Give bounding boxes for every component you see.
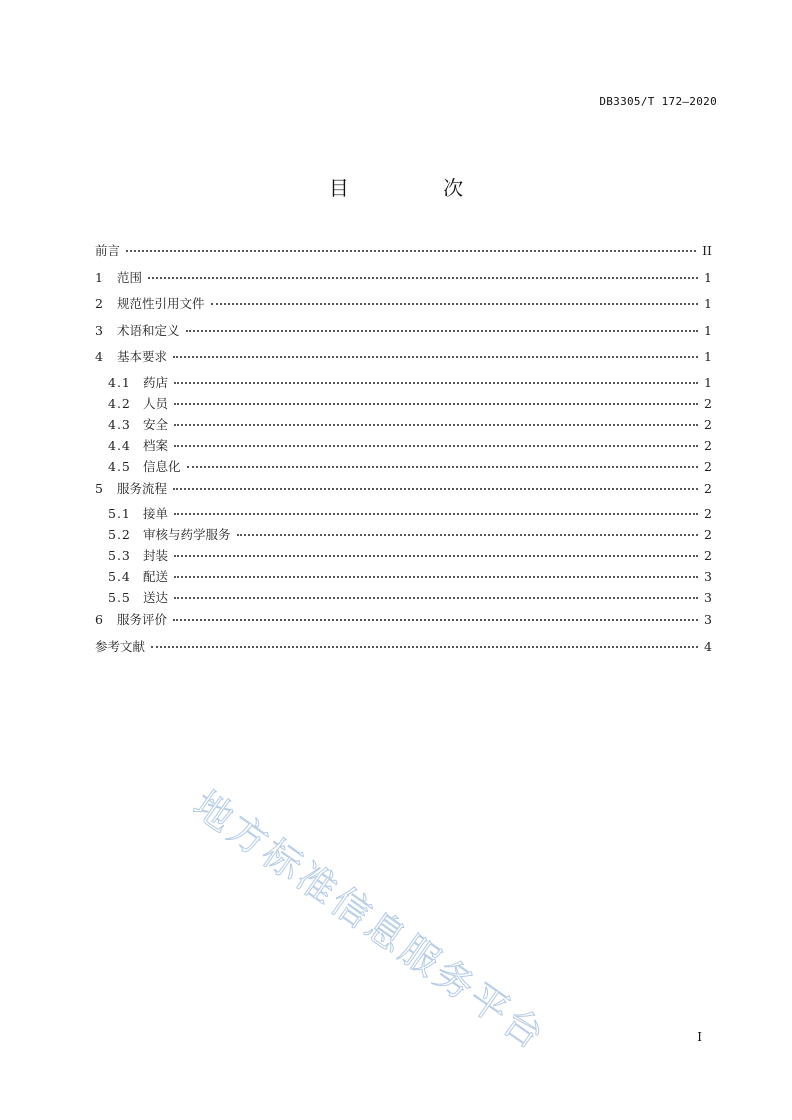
watermark-text: 地方标准信息服务平台 <box>185 782 555 1060</box>
toc-entry-label: 前言 <box>95 243 121 258</box>
toc-entry-label: 范围 <box>117 269 143 285</box>
toc-entry-number: 4.2 <box>108 395 131 411</box>
toc-entry-page: 2 <box>704 480 712 496</box>
toc-leader-dots <box>187 452 698 468</box>
toc-entry-page: 2 <box>704 506 712 521</box>
toc-entry-page: 2 <box>704 458 712 474</box>
toc-leader-dots <box>174 368 698 384</box>
toc-entry-label: 安全 <box>143 416 169 432</box>
toc-entry[interactable] <box>95 265 712 292</box>
toc-entry-page: 1 <box>704 296 712 311</box>
toc-entry-label: 人员 <box>143 395 169 411</box>
toc-entry-page: 2 <box>704 527 712 542</box>
toc-entry-number: 5.4 <box>108 569 131 584</box>
toc-entry-label: 参考文献 <box>95 638 146 654</box>
toc-leader-dots <box>174 389 698 405</box>
toc-subentry[interactable] <box>95 455 712 476</box>
toc-entry-label: 基本要求 <box>117 349 168 364</box>
toc-entry-label: 服务评价 <box>117 612 168 627</box>
toc-leader-dots <box>148 263 698 279</box>
toc-leader-dots <box>174 583 698 599</box>
toc-entry-label: 接单 <box>143 506 169 521</box>
toc-entry-number: 5.1 <box>108 506 131 521</box>
toc-entry-page: 4 <box>704 638 712 654</box>
toc-leader-dots <box>173 605 698 621</box>
toc-entry-page: 1 <box>704 374 712 390</box>
toc-leader-dots <box>173 342 698 358</box>
toc-entry[interactable] <box>95 318 712 345</box>
toc-entry-page: 2 <box>704 416 712 432</box>
toc-entry-number: 5.3 <box>108 548 131 563</box>
toc-entry-label: 药店 <box>143 374 169 390</box>
toc-entry-number: 3 <box>95 322 103 338</box>
toc-entry-page: 1 <box>704 349 712 364</box>
table-of-contents <box>95 238 712 660</box>
toc-entry-label: 术语和定义 <box>117 322 180 338</box>
toc-entry-page: 1 <box>704 269 712 285</box>
toc-entry-page: 2 <box>704 548 712 563</box>
toc-entry-number: 2 <box>95 296 103 311</box>
toc-entry-number: 1 <box>95 269 103 285</box>
toc-entry-label: 档案 <box>143 437 169 453</box>
toc-entry[interactable] <box>95 607 712 634</box>
standard-code: DB3305/T 172—2020 <box>599 95 717 108</box>
toc-entry-number: 5.5 <box>108 590 131 605</box>
toc-leader-dots <box>173 474 698 490</box>
toc-entry-page: 3 <box>704 612 712 627</box>
toc-entry-label: 规范性引用文件 <box>117 296 205 311</box>
toc-leader-dots <box>174 431 698 447</box>
toc-entry-label: 封装 <box>143 548 169 563</box>
toc-entry-number: 4.3 <box>108 416 131 432</box>
toc-leader-dots <box>174 499 698 515</box>
toc-entry-page: 2 <box>704 395 712 411</box>
page-number: I <box>697 1030 702 1044</box>
toc-subentry[interactable] <box>95 586 712 607</box>
toc-leader-dots <box>174 562 698 578</box>
toc-entry[interactable] <box>95 634 712 661</box>
toc-entry-number: 6 <box>95 612 103 627</box>
toc-entry-page: II <box>702 243 712 258</box>
toc-entry-page: 3 <box>704 590 712 605</box>
toc-entry-label: 配送 <box>143 569 169 584</box>
toc-entry-number: 4.4 <box>108 437 131 453</box>
toc-entry-number: 5 <box>95 480 103 496</box>
toc-entry-number: 4.5 <box>108 458 131 474</box>
toc-leader-dots <box>174 541 698 557</box>
toc-entry-page: 3 <box>704 569 712 584</box>
toc-leader-dots <box>237 520 698 536</box>
toc-entry-number: 5.2 <box>108 527 131 542</box>
toc-leader-dots <box>151 632 698 648</box>
toc-leader-dots <box>174 410 698 426</box>
toc-entry[interactable] <box>95 238 712 265</box>
toc-entry[interactable] <box>95 291 712 318</box>
toc-entry-label: 审核与药学服务 <box>143 527 231 542</box>
toc-leader-dots <box>186 316 698 332</box>
toc-entry-label: 送达 <box>143 590 169 605</box>
toc-leader-dots <box>126 236 696 252</box>
toc-entry-number: 4 <box>95 349 103 364</box>
toc-title: 目 次 <box>328 176 508 200</box>
toc-entry-page: 2 <box>704 437 712 453</box>
toc-entry-page: 1 <box>704 322 712 338</box>
toc-entry-number: 4.1 <box>108 374 131 390</box>
toc-entry-label: 服务流程 <box>117 480 168 496</box>
toc-leader-dots <box>211 289 698 305</box>
toc-entry-label: 信息化 <box>143 458 181 474</box>
